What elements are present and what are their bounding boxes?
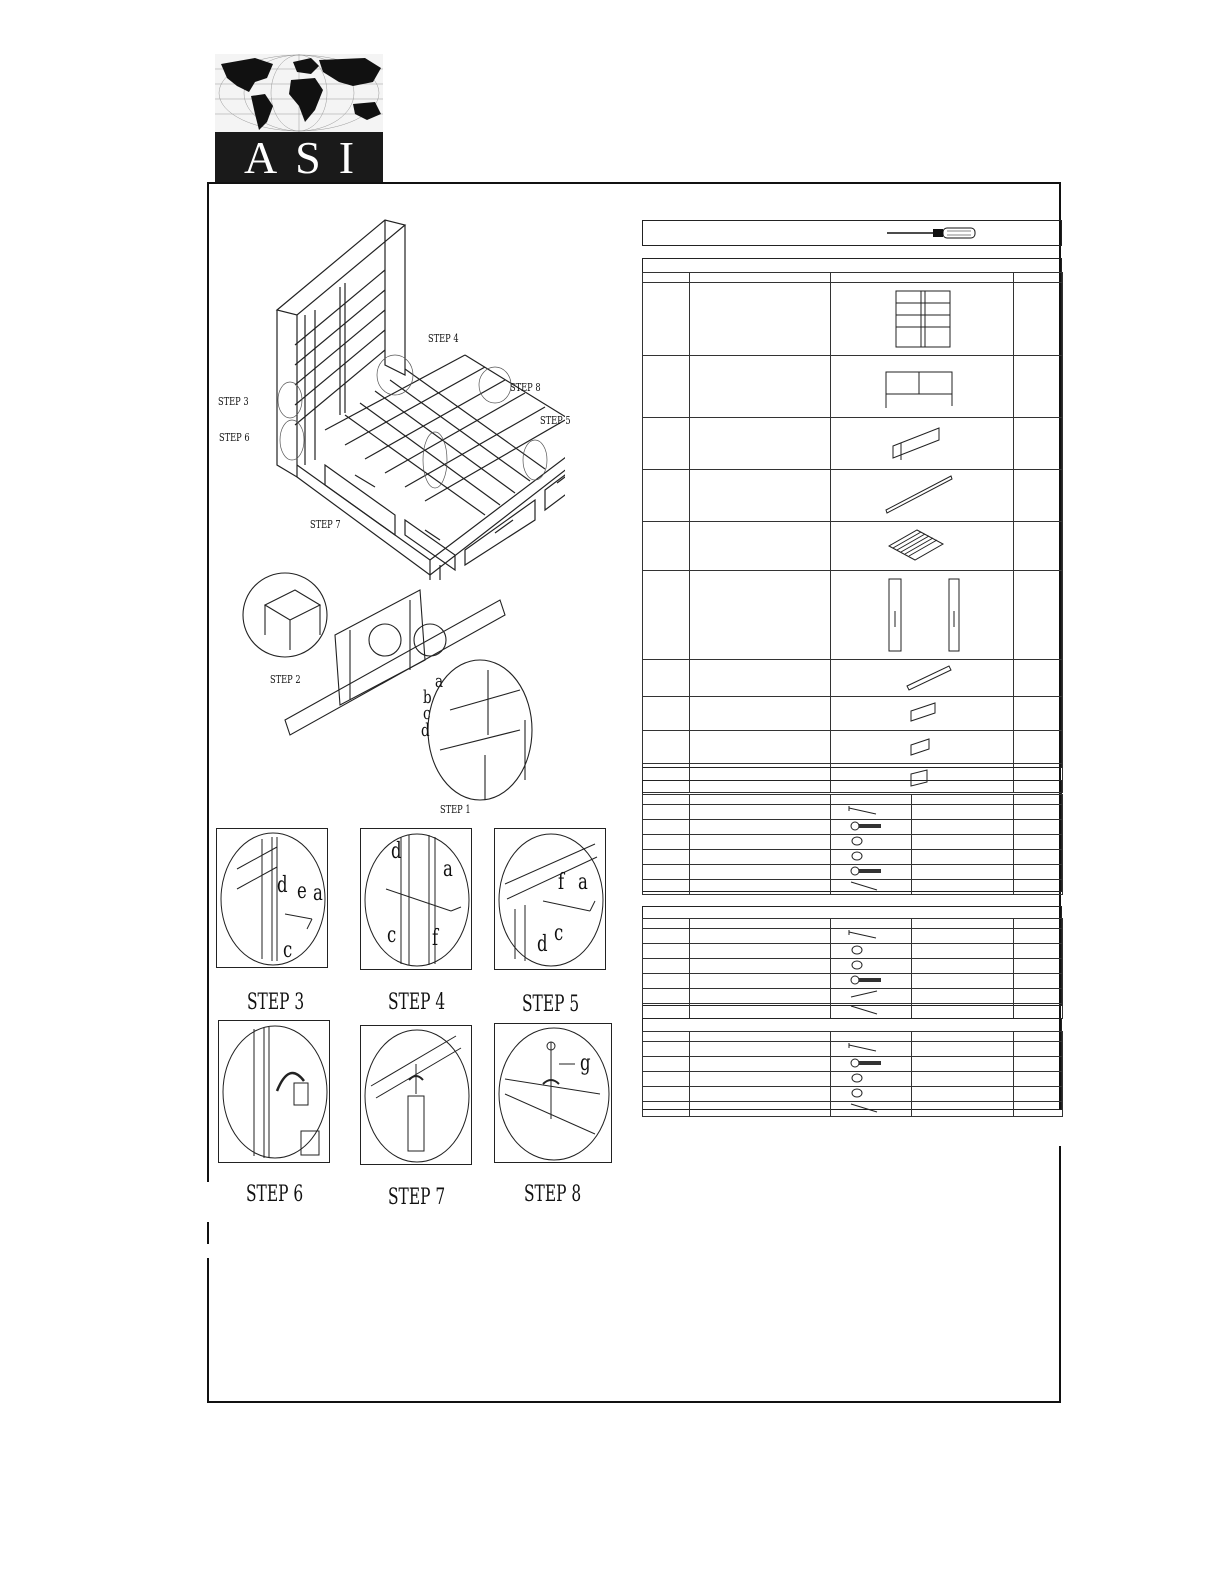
callout-step6: STEP 6 — [219, 431, 250, 444]
washer-icon — [831, 835, 912, 850]
step3-letter-a: a — [313, 881, 323, 906]
hardware-row — [643, 835, 1063, 850]
step8-letter-g: g — [580, 1051, 591, 1076]
step3-letter-d: d — [277, 873, 288, 898]
parts-row — [643, 418, 1063, 470]
parts-row — [643, 660, 1063, 697]
step6-panel — [218, 1020, 330, 1163]
hardware-row — [643, 974, 1063, 989]
assembly-illustrations — [210, 205, 630, 1215]
hardware-row — [643, 820, 1063, 835]
screw-icon — [831, 1102, 912, 1117]
callout-step8: STEP 8 — [510, 381, 541, 394]
step1-letter-a: a — [435, 671, 444, 692]
hardware-row — [643, 880, 1063, 895]
hardware-row — [643, 1087, 1063, 1102]
parts-table — [642, 272, 1063, 793]
step3-panel — [216, 828, 328, 968]
callout-step4: STEP 4 — [428, 332, 459, 345]
parts-row — [643, 697, 1063, 731]
hardware-row — [643, 944, 1063, 959]
step4-letter-d: d — [391, 839, 402, 864]
hardware-row — [643, 1057, 1063, 1072]
hardware-row — [643, 1102, 1063, 1117]
hardware-row — [643, 850, 1063, 865]
callout-step3: STEP 3 — [218, 395, 249, 408]
hardware-table-2 — [642, 918, 1063, 1019]
parts-row — [643, 522, 1063, 571]
asi-logo — [215, 54, 383, 182]
rail-bar-icon — [831, 470, 1014, 519]
step4-letter-f: f — [432, 926, 439, 951]
side-rail-icon — [831, 418, 1014, 467]
step3-letter-c: c — [283, 938, 293, 963]
hardware-row — [643, 1042, 1063, 1057]
allen-key-icon — [831, 805, 912, 820]
world-map-icon — [215, 54, 383, 132]
step2-label: STEP 2 — [270, 673, 301, 686]
step5-label: STEP 5 — [522, 992, 580, 1017]
step3-label: STEP 3 — [247, 990, 305, 1015]
hardware-row — [643, 805, 1063, 820]
step1-label: STEP 1 — [440, 803, 471, 816]
hardware-row — [643, 959, 1063, 974]
post-pair-icon — [831, 571, 1014, 657]
step8-panel — [494, 1023, 612, 1163]
step5-panel — [494, 828, 606, 970]
screw-icon — [831, 989, 912, 1004]
step7-label: STEP 7 — [388, 1185, 446, 1210]
hardware-row — [643, 1004, 1063, 1019]
step1-letter-c: c — [423, 703, 431, 724]
bolt-icon — [831, 865, 912, 880]
step5-letter-c: c — [554, 921, 564, 946]
logo-text: ASI — [243, 132, 373, 183]
hardware-table-3 — [642, 1031, 1063, 1117]
washer-icon — [831, 944, 912, 959]
hardware-header-row — [643, 1032, 1063, 1042]
step4-label: STEP 4 — [388, 990, 446, 1015]
step5-letter-d: d — [537, 932, 548, 957]
hardware-row — [643, 865, 1063, 880]
screw-icon — [831, 1004, 912, 1019]
parts-header-row — [643, 273, 1063, 283]
frame-gap — [200, 1244, 214, 1258]
parts-row — [643, 283, 1063, 356]
parts-row — [643, 356, 1063, 418]
parts-row — [643, 470, 1063, 522]
washer-icon — [831, 959, 912, 974]
tools-box — [642, 220, 1062, 246]
step8-label: STEP 8 — [524, 1182, 582, 1207]
long-bar-icon — [831, 660, 1014, 694]
step4-panel — [360, 828, 472, 970]
bolt-icon — [831, 974, 912, 989]
washer-icon — [831, 1087, 912, 1102]
hardware-row — [643, 1072, 1063, 1087]
callout-step5: STEP 5 — [540, 414, 571, 427]
step7-panel — [360, 1025, 472, 1165]
step1-letter-b: b — [423, 687, 432, 708]
step6-label: STEP 6 — [246, 1182, 304, 1207]
screw-icon — [831, 880, 912, 895]
washer-icon — [831, 1072, 912, 1087]
step1-letter-d: d — [421, 720, 430, 741]
hardware-table-1 — [642, 794, 1063, 895]
parts-row — [643, 731, 1063, 764]
step4-letter-c: c — [387, 923, 397, 948]
hardware-header-row — [643, 795, 1063, 805]
block-icon — [831, 697, 1014, 728]
footboard-icon — [831, 356, 1014, 415]
washer-icon — [831, 850, 912, 865]
headboard-icon — [831, 283, 1014, 353]
slat-frame-icon — [831, 522, 1014, 568]
hardware-row — [643, 929, 1063, 944]
hardware-header-row — [643, 919, 1063, 929]
hardware-row — [643, 989, 1063, 1004]
bolt-icon — [831, 1057, 912, 1072]
parts-row — [643, 571, 1063, 660]
step5-letter-f: f — [558, 870, 565, 895]
step3-letter-e: e — [297, 879, 307, 904]
short-block-icon — [831, 731, 1014, 761]
allen-key-icon — [831, 929, 912, 944]
step5-letter-a: a — [578, 870, 588, 895]
bolt-icon — [831, 820, 912, 835]
screwdriver-icon — [885, 226, 977, 240]
allen-key-icon — [831, 1042, 912, 1057]
step4-letter-a: a — [443, 857, 453, 882]
callout-step7: STEP 7 — [310, 518, 341, 531]
